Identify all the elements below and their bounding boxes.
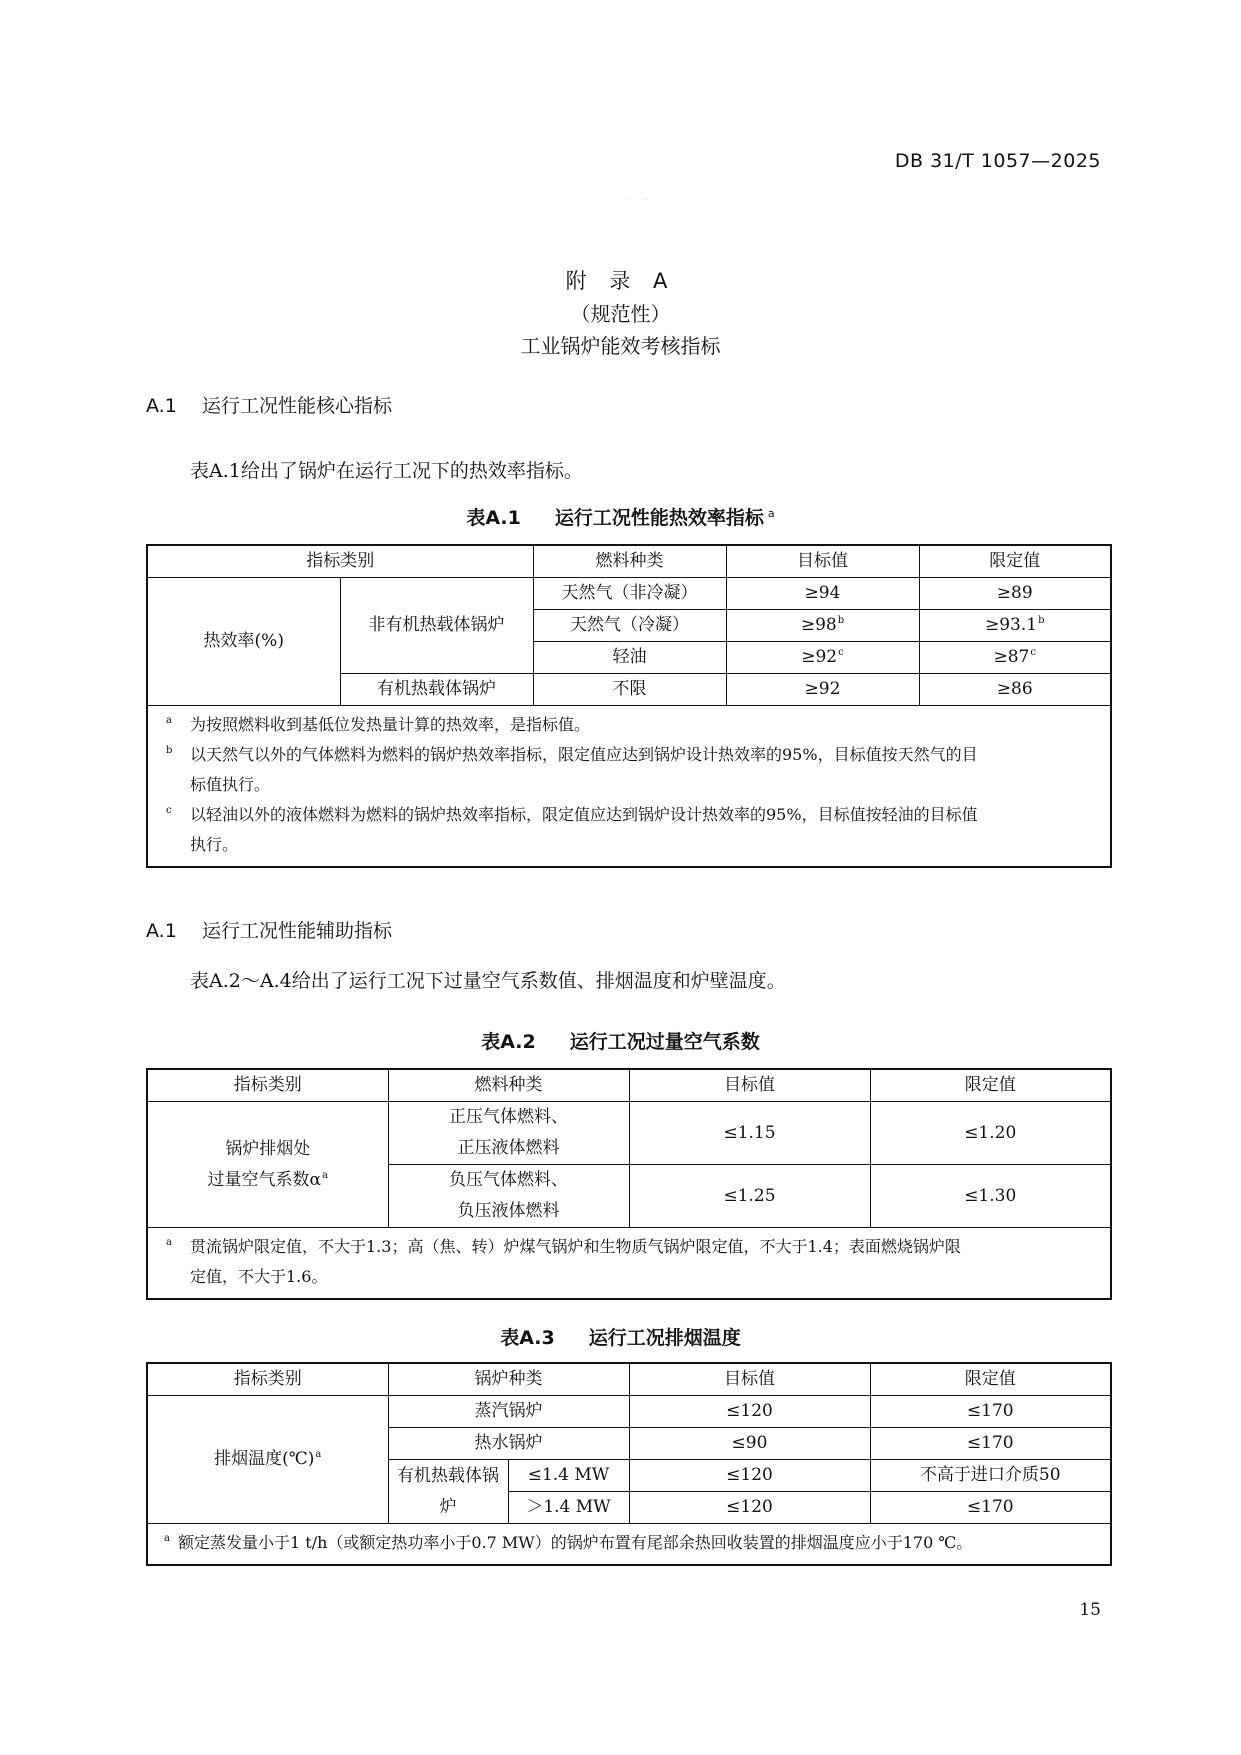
table-row [147,578,1111,610]
limit-cell: 不高于进口介质50 [870,1460,1111,1492]
footnote-mark: c [838,647,844,659]
target-cell: ≥92 [726,674,919,706]
caption-title: 运行工况性能热效率指标 [554,507,764,529]
table-a1 [146,544,1112,868]
target-cell: ≤120 [629,1460,870,1492]
boiler-cell: 有机热载体锅 炉 [388,1460,508,1524]
table-notes [147,1524,1111,1566]
category-cell: 排烟温度(℃)$^a$ [147,1396,388,1524]
footnote-b-cont: 标值执行。 [190,775,271,794]
fuel-cell: 不限 [533,674,726,706]
footnote-mark: a [322,1169,328,1181]
table-caption-a1 [0,503,1241,530]
table-row [147,1102,1111,1165]
target-cell: ≥98$^b$ [726,610,919,642]
target-cell: ≥94 [726,578,919,610]
table-a2 [146,1068,1112,1300]
section-intro: 表A.1给出了锅炉在运行工况下的热效率指标。 [190,460,583,482]
footnote-mark: a [315,1449,322,1461]
footnote-a: a 为按照燃料收到基低位发热量计算的热效率，是指标值。 [166,715,591,734]
limit-cell: ≥86 [919,674,1111,706]
section-number: A.1 [146,395,177,417]
limit-cell: ≥87$^c$ [919,642,1111,674]
header-cell: 目标值 [629,1363,870,1396]
caption-number: 表A.1 [466,507,521,529]
fuel-cell: 天然气（非冷凝） [533,578,726,610]
target-cell: ≥92$^c$ [726,642,919,674]
section-title: 运行工况性能核心指标 [202,395,393,417]
boiler-cell: 热水锅炉 [388,1428,629,1460]
group-cell: 非有机热载体锅炉 [340,578,533,674]
caption-footnote-mark: a [767,506,775,520]
group-cell: 有机热载体锅炉 [340,674,533,706]
footnote-mark: b [1038,615,1045,627]
limit-cell: ≤1.30 [870,1165,1111,1228]
caption-title: 运行工况排烟温度 [588,1327,741,1349]
table-header-row [147,1363,1111,1396]
section-number: A.1 [146,920,177,942]
header-cell: 限定值 [919,545,1111,578]
section-heading-core [146,391,392,418]
header-cell: 燃料种类 [388,1069,629,1102]
boiler-cell: 蒸汽锅炉 [388,1396,629,1428]
header-cell: 锅炉种类 [388,1363,629,1396]
header-cell: 指标类别 [147,1363,388,1396]
footnote-mark: c [1030,647,1036,659]
caption-title: 运行工况过量空气系数 [569,1031,760,1053]
fuel-cell: 天然气（冷凝） [533,610,726,642]
table-a3 [146,1362,1112,1566]
capacity-cell: ＞1.4 MW [508,1492,629,1524]
limit-cell: ≥89 [919,578,1111,610]
document-id: DB 31/T 1057—2025 [894,150,1101,172]
target-cell: ≤1.25 [629,1165,870,1228]
appendix-type: （规范性） [570,302,671,326]
caption-number: 表A.2 [481,1031,536,1053]
header-cell: 指标类别 [147,1069,388,1102]
table-notes-row [147,1524,1111,1566]
header-cell: 燃料种类 [533,545,726,578]
limit-cell: ≥93.1$^b$ [919,610,1111,642]
section-title: 运行工况性能辅助指标 [202,920,393,942]
header-cell: 目标值 [726,545,919,578]
footnote-a: a 额定蒸发量小于1 t/h（或额定热功率小于0.7 MW）的锅炉布置有尾部余热回收装置的排烟温度应小于170 ℃。 [164,1533,973,1552]
target-cell: ≤120 [629,1492,870,1524]
category-cell: 锅炉排烟处 过量空气系数α$^a$ [147,1102,388,1228]
footnote-mark: b [837,615,845,627]
footnote-c-cont: 执行。 [190,835,239,854]
target-cell: ≤120 [629,1396,870,1428]
header-cell: 目标值 [629,1069,870,1102]
target-cell: ≤1.15 [629,1102,870,1165]
table-header-row [147,1069,1111,1102]
fuel-cell: 轻油 [533,642,726,674]
table-notes-row [147,1228,1111,1300]
table-notes [147,1228,1111,1300]
footnote-c: c 以轻油以外的液体燃料为燃料的锅炉热效率指标，限定值应达到锅炉设计热效率的95%，目标值按轻油的目标值 [166,805,978,824]
capacity-cell: ≤1.4 MW [508,1460,629,1492]
table-notes [147,706,1111,868]
table-notes-row [147,706,1111,868]
target-cell: ≤90 [629,1428,870,1460]
table-header-row [147,545,1111,578]
limit-cell: ≤170 [870,1428,1111,1460]
footnote-a: a 贯流锅炉限定值，不大于1.3；高（焦、转）炉煤气锅炉和生物质气锅炉限定值，不大于1.4；表面燃烧锅炉限 [166,1237,961,1256]
page-number: 15 [1079,1600,1101,1620]
header-cell: 指标类别 [147,545,533,578]
appendix-title: 工业锅炉能效考核指标 [520,334,721,358]
header-cell: 限定值 [870,1069,1111,1102]
category-cell: 热效率(%) [147,578,340,706]
appendix-label: 附 录 A [565,269,676,293]
table-caption-a3 [0,1323,1241,1350]
header-cell: 限定值 [870,1363,1111,1396]
caption-number: 表A.3 [500,1327,555,1349]
footnote-b: b 以天然气以外的气体燃料为燃料的锅炉热效率指标，限定值应达到锅炉设计热效率的95%，目标值按天然气的目 [166,745,978,764]
table-row [147,1396,1111,1428]
faint-mark: · · [628,196,653,204]
table-caption-a2 [0,1027,1241,1054]
limit-cell: ≤1.20 [870,1102,1111,1165]
section-intro: 表A.2～A.4给出了运行工况下过量空气系数值、排烟温度和炉壁温度。 [190,970,786,992]
fuel-cell: 负压气体燃料、 负压液体燃料 [388,1165,629,1228]
footnote-a-cont: 定值，不大于1.6。 [190,1267,328,1286]
limit-cell: ≤170 [870,1492,1111,1524]
section-heading-auxiliary [146,916,392,943]
fuel-cell: 正压气体燃料、 正压液体燃料 [388,1102,629,1165]
limit-cell: ≤170 [870,1396,1111,1428]
